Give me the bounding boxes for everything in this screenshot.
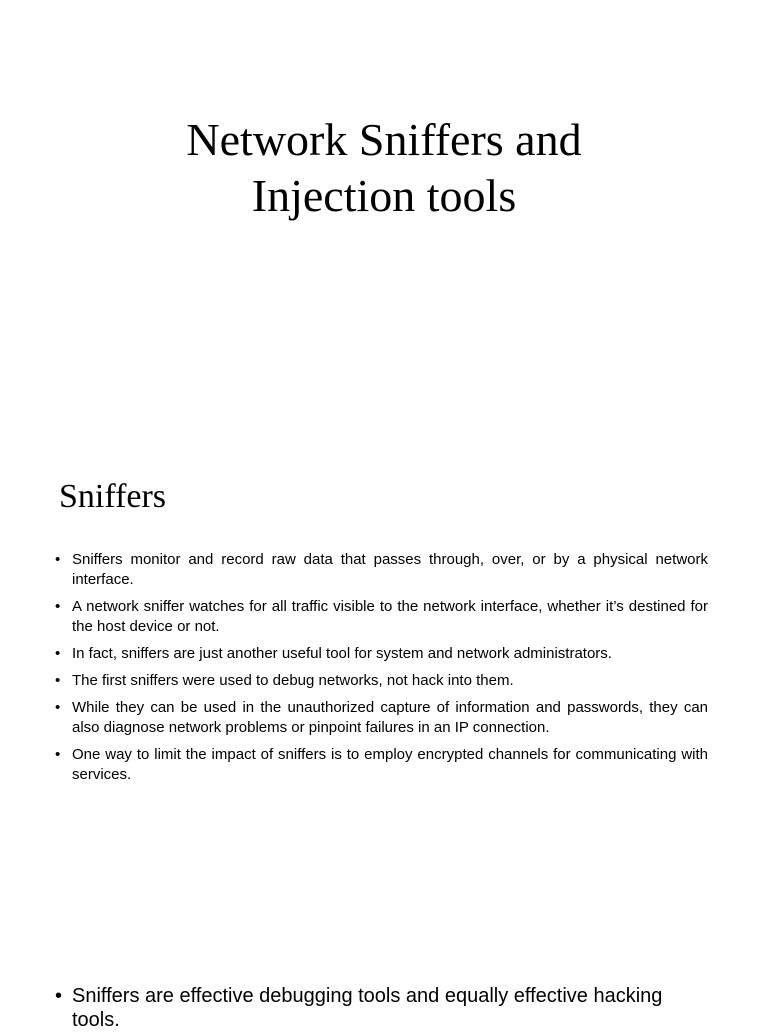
slide-title-line-2: Injection tools <box>251 170 517 221</box>
list-item <box>55 644 708 664</box>
list-item-text: A network sniffer watches for all traffic visible to the network interface, whether it’s destined for the host device or not. <box>72 598 708 635</box>
bullet-icon: • <box>55 746 61 763</box>
slide-title <box>0 112 768 224</box>
list-item-text: Sniffers monitor and record raw data that passes through, over, or by a physical network interface. <box>72 551 708 588</box>
bullet-list <box>55 550 708 792</box>
bullet-list-next-slide <box>55 984 708 1032</box>
list-item-text: Sniffers are effective debugging tools and equally effective hacking tools. <box>72 985 663 1031</box>
list-item-text: One way to limit the impact of sniffers is to employ encrypted channels for communicating with services. <box>72 746 708 783</box>
section-heading: Sniffers <box>59 478 167 515</box>
list-item-text: The first sniffers were used to debug networks, not hack into them. <box>72 672 514 689</box>
list-item-text: In fact, sniffers are just another useful tool for system and network administrators. <box>72 645 612 662</box>
slide-title-line-1: Network Sniffers and <box>186 114 582 165</box>
list-item <box>55 597 708 637</box>
list-item <box>55 550 708 590</box>
bullet-icon: • <box>55 699 61 716</box>
bullet-icon: • <box>55 645 61 662</box>
bullet-icon: • <box>55 598 61 615</box>
list-item <box>55 745 708 785</box>
bullet-icon: • <box>55 672 61 689</box>
bullet-icon: • <box>55 551 61 568</box>
list-item-text: While they can be used in the unauthorized capture of information and passwords, they can also diagnose network problems or pinpoint failures in an IP connection. <box>72 699 708 736</box>
list-item <box>55 698 708 738</box>
list-item <box>55 984 708 1032</box>
bullet-icon: • <box>55 985 63 1007</box>
list-item <box>55 671 708 691</box>
